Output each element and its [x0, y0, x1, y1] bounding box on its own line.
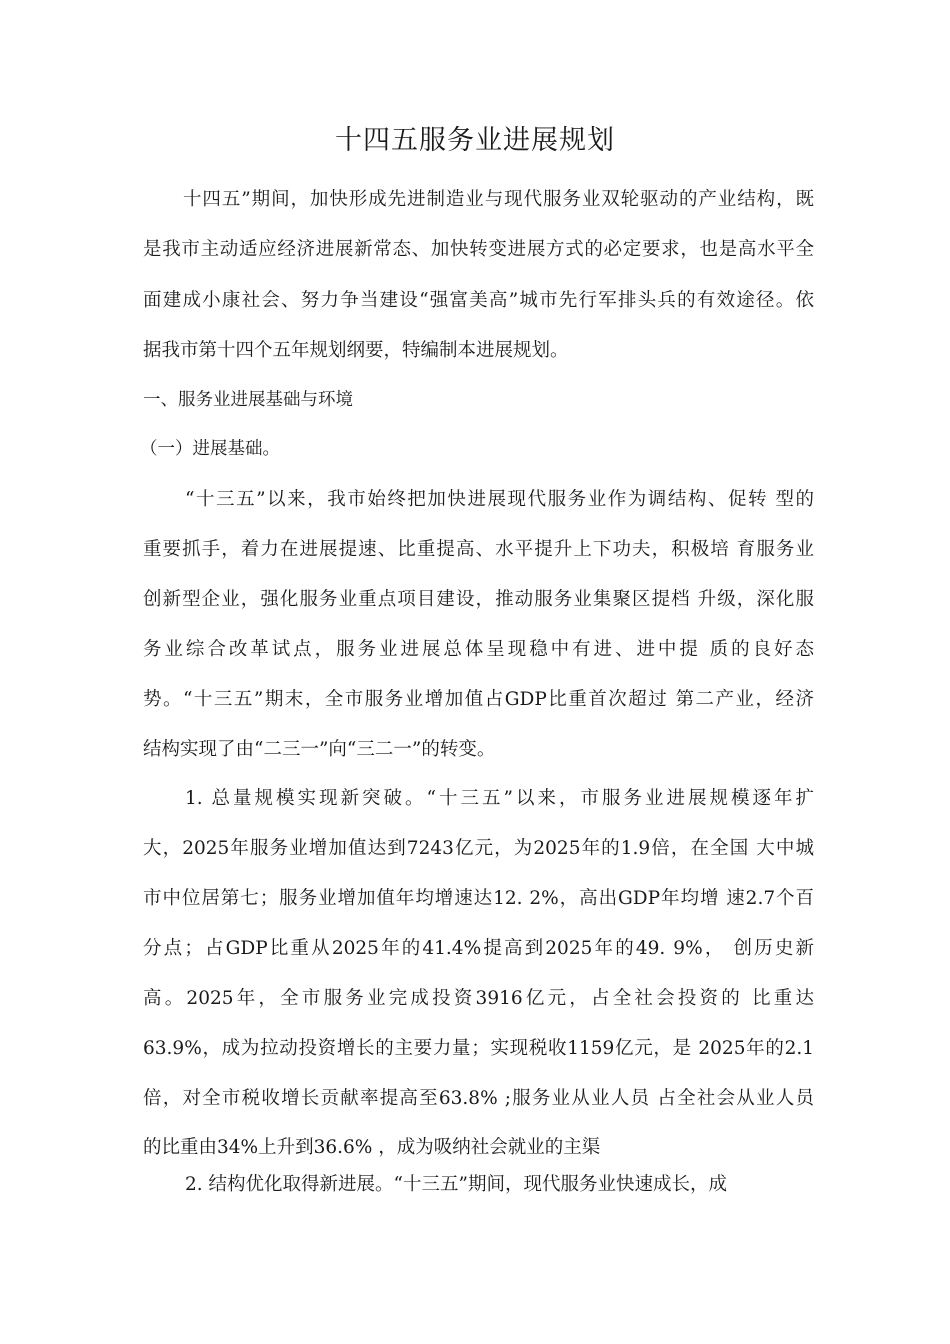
paragraph-line: 面建成小康社会、努力争当建设“强富美高”城市先行军排头兵的有效途径。依: [143, 290, 814, 311]
paragraph-line: 创新型企业，强化服务业重点项目建设，推动服务业集聚区提档 升级，深化服: [143, 589, 814, 610]
paragraph-line: 大，2025年服务业增加值达到7243亿元，为2025年的1.9倍，在全国 大中城: [143, 838, 814, 859]
paragraph-line: 高。2025年，全市服务业完成投资3916亿元，占全社会投资的 比重达: [143, 988, 814, 1009]
paragraph-line: 务业综合改革试点，服务业进展总体呈现稳中有进、进中提 质的良好态: [143, 639, 814, 660]
paragraph-line: 分点；占GDP比重从2025年的41.4%提高到2025年的49. 9%， 创历史新: [143, 938, 814, 959]
paragraph-line: 倍，对全市税收增长贡献率提高至63.8% ;服务业从业人员 占全社会从业人员: [143, 1088, 814, 1109]
paragraph-line: 结构实现了由“二三一”向“三二一”的转变。: [143, 739, 496, 760]
paragraph-line: 据我市第十四个五年规划纲要，特编制本进展规划。: [143, 340, 569, 361]
paragraph-line: 是我市主动适应经济进展新常态、加快转变进展方式的必定要求，也是高水平全: [143, 239, 814, 260]
paragraph-line: 重要抓手，着力在进展提速、比重提高、水平提升上下功夫，积极培 育服务业: [143, 539, 814, 560]
paragraph-line: 的比重由34%上升到36.6% ，成为吸纳社会就业的主渠: [143, 1137, 601, 1158]
section-heading: 一、服务业进展基础与环境: [143, 390, 353, 410]
document-title: 十四五服务业进展规划: [335, 125, 615, 156]
subsection-heading: （一）进展基础。: [140, 439, 280, 459]
paragraph-line: 市中位居第七；服务业增加值年均增速达12. 2%，高出GDP年均增 速2.7个百: [143, 888, 814, 909]
paragraph-line: “十三五”以来，我市始终把加快进展现代服务业作为调结构、促转 型的: [185, 489, 814, 510]
paragraph-line: 63.9%，成为拉动投资增长的主要力量；实现税收1159亿元，是 2025年的2.1: [143, 1038, 814, 1059]
paragraph-line: 十四五”期间，加快形成先进制造业与现代服务业双轮驱动的产业结构，既: [183, 189, 814, 210]
paragraph-line: 1. 总量规模实现新突破。“十三五”以来，市服务业进展规模逐年扩: [185, 788, 814, 809]
paragraph-line: 2. 结构优化取得新进展。“十三五”期间，现代服务业快速成长，成: [185, 1174, 727, 1195]
paragraph-line: 势。“十三五”期末，全市服务业增加值占GDP比重首次超过 第二产业，经济: [143, 689, 814, 710]
